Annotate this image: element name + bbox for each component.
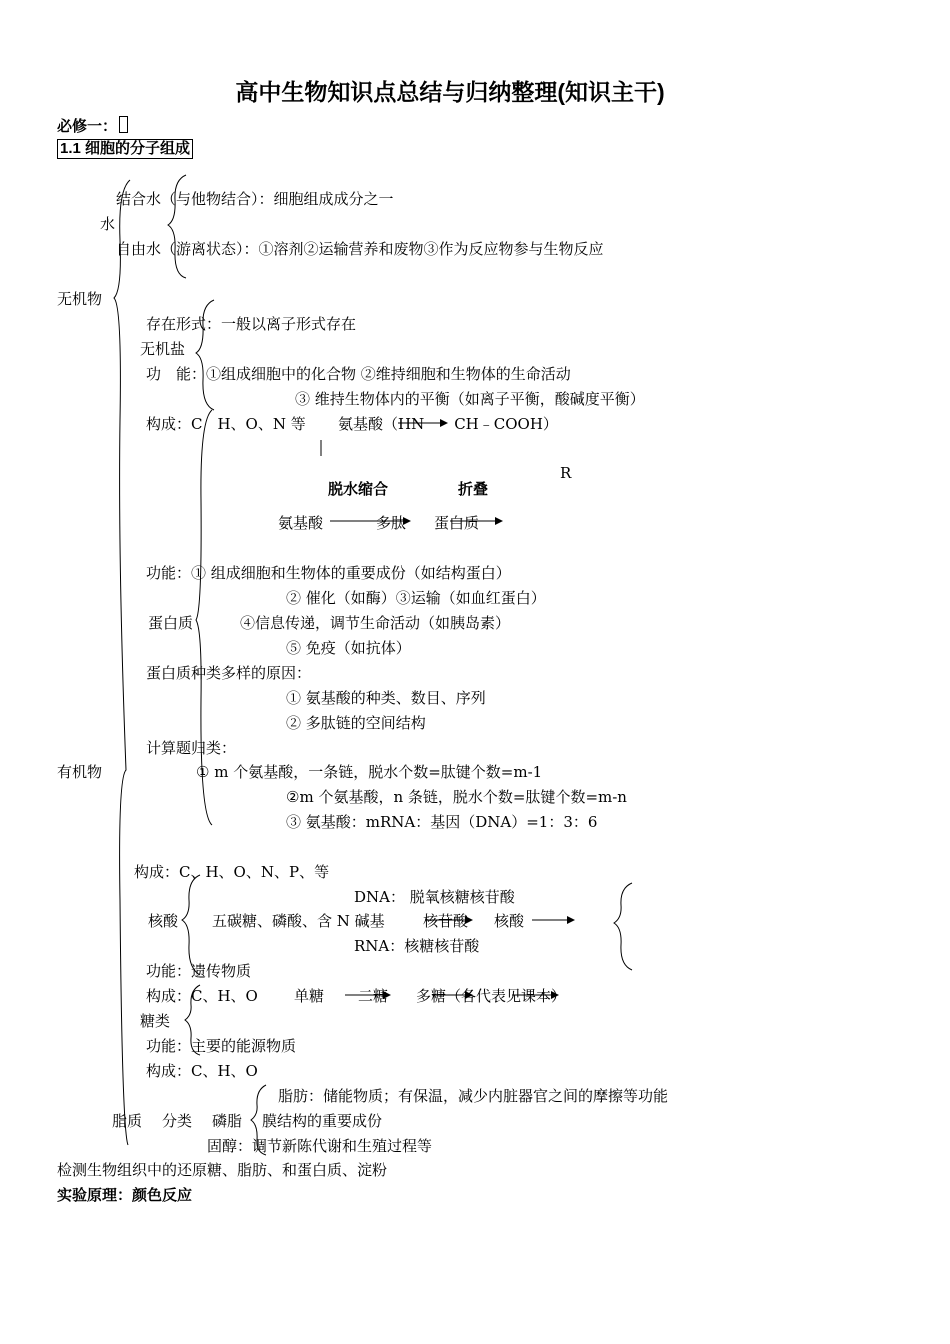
sugar-label: 糖类 xyxy=(140,1012,171,1030)
bracket-right xyxy=(614,883,632,970)
salt-function-2: ③ 维持生物体内的平衡（如离子平衡，酸碱度平衡） xyxy=(295,390,645,408)
protein-func-3: ④信息传递，调节生命活动（如胰岛素） xyxy=(240,614,511,632)
nucleic-function: 功能：遗传物质 xyxy=(146,962,252,980)
water-label: 水 xyxy=(100,215,116,233)
r-group: R xyxy=(560,464,572,482)
required-label-text: 必修一： xyxy=(57,118,118,135)
lipid-classify: 分类 xyxy=(162,1112,193,1130)
nucleic-dna: DNA： 脱氧核糖核苷酸 xyxy=(354,888,515,906)
water-free: 自由水（游离状态）：①溶剂②运输营养和废物③作为反应物参与生物反应 xyxy=(116,240,604,258)
bracket-main xyxy=(114,180,130,1145)
organic-label: 有机物 xyxy=(57,763,103,781)
lipid-sterol: 固醇：调节新陈代谢和生殖过程等 xyxy=(207,1137,433,1155)
nucleic-label: 核酸 xyxy=(148,912,179,930)
lipid-composition: 构成：C、H、O xyxy=(146,1062,258,1080)
lipid-phospho-label: 磷脂 xyxy=(212,1112,243,1130)
chain-peptide: 多肽 xyxy=(376,514,407,532)
protein-diversity: 蛋白质种类多样的原因： xyxy=(146,664,312,682)
lipid-label: 脂质 xyxy=(112,1112,143,1130)
chain-protein: 蛋白质 xyxy=(434,514,480,532)
inorganic-label: 无机物 xyxy=(57,290,103,308)
protein-div-1: ① 氨基酸的种类、数目、序列 xyxy=(286,689,486,707)
salt-form: 存在形式：一般以离子形式存在 xyxy=(146,315,357,333)
chain-amino: 氨基酸 xyxy=(278,514,324,532)
protein-calc-1: ① m 个氨基酸，一条链，脱水个数=肽键个数=m-1 xyxy=(196,763,543,781)
protein-composition: 构成：C H、O、N 等 xyxy=(146,415,306,433)
detect-line: 检测生物组织中的还原糖、脂肪、和蛋白质、淀粉 xyxy=(57,1161,388,1179)
nucleic-rna: RNA：核糖核苷酸 xyxy=(354,937,480,955)
lipid-fat: 脂肪：储能物质；有保温，减少内脏器官之间的摩擦等功能 xyxy=(278,1087,669,1105)
sugar-mono: 单糖 xyxy=(294,987,325,1005)
protein-calc-2: ②m 个氨基酸，n 条链，脱水个数=肽键个数=m-n xyxy=(286,788,627,806)
sugar-function: 功能：主要的能源物质 xyxy=(146,1037,297,1055)
section-heading: 1.1 细胞的分子组成 xyxy=(57,139,193,159)
bracket-nucleic xyxy=(182,875,200,975)
nucleic-acid-word: 核酸 xyxy=(494,912,525,930)
protein-func-1: 功能：① 组成细胞和生物体的重要成份（如结构蛋白） xyxy=(146,564,511,582)
step-fold: 折叠 xyxy=(458,480,489,498)
nucleic-parts: 五碳糖、磷酸、含 N 碱基 xyxy=(212,912,385,930)
nucleic-nucleotide: 核苷酸 xyxy=(423,912,469,930)
sugar-di: 二糖 xyxy=(358,987,389,1005)
protein-div-2: ② 多肽链的空间结构 xyxy=(286,714,426,732)
protein-label: 蛋白质 xyxy=(148,614,194,632)
lipid-phospho: 膜结构的重要成份 xyxy=(262,1112,383,1130)
sugar-composition: 构成：C、H、O xyxy=(146,987,258,1005)
principle-line: 实验原理：颜色反应 xyxy=(57,1186,193,1204)
protein-calc-3: ③ 氨基酸：mRNA：基因（DNA）=1：3：6 xyxy=(286,813,598,831)
salt-function-1: 功 能：①组成细胞中的化合物 ②维持细胞和生物体的生命活动 xyxy=(146,365,571,383)
nucleic-composition: 构成：C、H、O、N、P、等 xyxy=(134,863,330,881)
water-bound: 结合水（与他物结合）：细胞组成成分之一 xyxy=(116,190,394,208)
protein-func-2: ② 催化（如酶）③运输（如血红蛋白） xyxy=(286,589,546,607)
sugar-poly: 多糖（各代表见课本） xyxy=(416,987,567,1005)
page-title: 高中生物知识点总结与归纳整理(知识主干) xyxy=(235,79,665,105)
step-dehydration: 脱水缩合 xyxy=(328,480,389,498)
protein-func-4: ⑤ 免疫（如抗体） xyxy=(286,639,411,657)
salt-label: 无机盐 xyxy=(140,340,186,358)
amino-formula: 氨基酸（HN CH﹣COOH） xyxy=(338,415,558,433)
protein-calc: 计算题归类： xyxy=(146,739,237,757)
